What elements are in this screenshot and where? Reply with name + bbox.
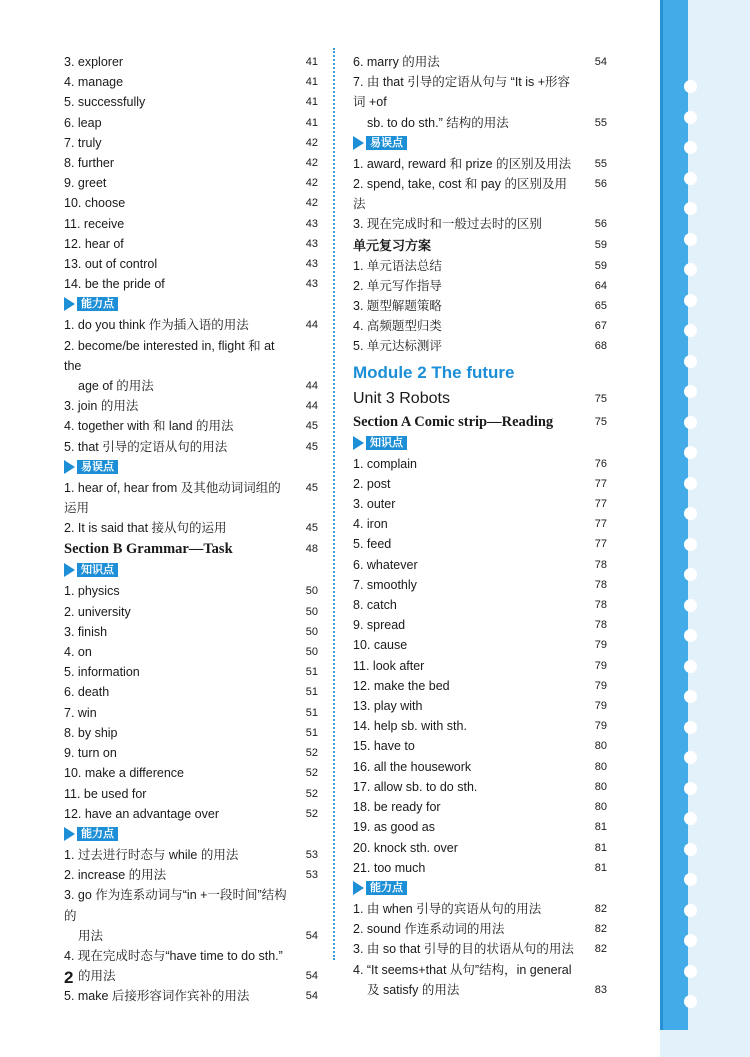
entry-text: 14. be the pride of [64, 277, 165, 292]
binder-hole [684, 80, 697, 93]
toc-entry [64, 966, 318, 986]
section-heading [353, 411, 607, 433]
entry-page: 54 [305, 970, 318, 983]
entry-text: 1. complain [353, 456, 417, 471]
entry-page: 83 [594, 983, 607, 996]
toc-entry [64, 214, 318, 234]
entry-text: 3. go 作为连系动词与“in +一段时间”结构的 [64, 888, 287, 923]
badge-label: 能力点 [77, 827, 118, 841]
entry-text: 2. 单元写作指导 [353, 278, 442, 293]
entry-page: 77 [594, 498, 607, 511]
binder-hole [684, 721, 697, 734]
toc-entry [64, 518, 318, 538]
entry-text: 3. explorer [64, 55, 124, 69]
entry-page: 44 [305, 400, 318, 413]
binder-hole [684, 782, 697, 795]
play-triangle-icon [353, 881, 364, 895]
toc-entry [353, 939, 607, 959]
entry-page: 52 [305, 807, 318, 820]
entry-page: 52 [305, 787, 318, 800]
toc-entry [353, 214, 607, 234]
entry-text: 7. truly [64, 135, 102, 150]
entry-text: 4. iron [353, 517, 388, 532]
entry-text: 14. help sb. with sth. [353, 719, 467, 734]
entry-text: 3. 题型解题策略 [353, 299, 442, 314]
entry-text: 5. successfully [64, 95, 146, 110]
entry-text: 8. by ship [64, 725, 118, 740]
toc-entry [64, 336, 318, 376]
entry-page: 55 [594, 157, 607, 170]
play-triangle-icon [353, 136, 364, 150]
entry-text: 3. outer [353, 497, 396, 512]
entry-page: 77 [594, 518, 607, 531]
toc-entry [64, 193, 318, 213]
entry-text: 6. whatever [353, 557, 418, 572]
entry-text: 13. out of control [64, 257, 158, 272]
entry-page: 43 [305, 258, 318, 271]
toc-entry [353, 316, 607, 336]
toc-entry [353, 534, 607, 554]
entry-text: 2. post [353, 476, 391, 491]
binder-sidebar [660, 0, 750, 1057]
toc-entry [353, 615, 607, 635]
module-heading: Module 2 The future [353, 362, 515, 382]
binder-hole [684, 324, 697, 337]
toc-entry [64, 622, 318, 642]
play-triangle-icon [64, 460, 75, 474]
toc-entry [64, 723, 318, 743]
toc-entry [64, 153, 318, 173]
entry-page: 59 [594, 238, 607, 251]
entry-page: 82 [594, 902, 607, 915]
entry-text: 10. choose [64, 196, 126, 211]
binder-hole [684, 477, 697, 490]
entry-page: 80 [594, 740, 607, 753]
section-badge [64, 459, 318, 475]
binder-hole [684, 629, 697, 642]
entry-page: 43 [305, 278, 318, 291]
binder-hole [684, 995, 697, 1008]
toc-entry [64, 254, 318, 274]
entry-text: 5. feed [353, 537, 392, 552]
toc-entry [64, 682, 318, 702]
entry-page: 53 [305, 869, 318, 882]
toc-entry [353, 174, 607, 214]
entry-text: 单元复习方案 [353, 237, 432, 253]
binder-hole [684, 568, 697, 581]
entry-text: Unit 3 Robots [353, 389, 450, 407]
entry-text: 4. 高频题型归类 [353, 319, 442, 334]
unit-heading [353, 387, 607, 411]
entry-page: 81 [594, 841, 607, 854]
entry-text: 18. be ready for [353, 800, 441, 815]
entry-text: 2. spend, take, cost 和 pay 的区别及用法 [353, 177, 567, 212]
entry-text: 11. receive [64, 216, 125, 231]
toc-entry [64, 602, 318, 622]
binder-hole [684, 385, 697, 398]
section-badge [353, 880, 607, 896]
toc-entry [353, 757, 607, 777]
entry-text: 的用法 [78, 969, 116, 984]
entry-page: 79 [594, 639, 607, 652]
binder-hole [684, 141, 697, 154]
entry-text: 6. death [64, 685, 110, 700]
entry-text: 10. cause [353, 638, 408, 653]
entry-text: 4. on [64, 645, 92, 660]
badge-label: 知识点 [366, 436, 407, 450]
entry-text: 15. have to [353, 739, 415, 754]
entry-text: 11. be used for [64, 786, 147, 801]
toc-entry [64, 703, 318, 723]
page-number: 2 [64, 968, 74, 987]
entry-page: 41 [305, 76, 318, 89]
entry-text: 及 satisfy 的用法 [367, 982, 460, 997]
entry-page: 45 [305, 481, 318, 494]
binder-hole [684, 934, 697, 947]
entry-page: 50 [305, 605, 318, 618]
review-heading [353, 235, 607, 256]
toc-entry [64, 784, 318, 804]
binder-hole [684, 812, 697, 825]
entry-page: 43 [305, 237, 318, 250]
entry-page: 79 [594, 720, 607, 733]
toc-entry [353, 514, 607, 534]
binder-hole [684, 233, 697, 246]
binder-hole [684, 843, 697, 856]
entry-text: 12. make the bed [353, 678, 450, 693]
entry-page: 41 [305, 56, 318, 68]
entry-page: 44 [305, 380, 318, 393]
toc-entry [353, 336, 607, 356]
entry-page: 56 [594, 178, 607, 191]
entry-page: 64 [594, 279, 607, 292]
entry-page: 42 [305, 157, 318, 170]
badge-label: 能力点 [366, 881, 407, 895]
toc-entry [353, 716, 607, 736]
entry-page: 55 [594, 116, 607, 129]
entry-text: 1. physics [64, 584, 120, 599]
entry-text: 10. make a difference [64, 766, 184, 781]
play-triangle-icon [64, 827, 75, 841]
toc-entry [353, 72, 607, 112]
entry-page: 56 [594, 218, 607, 231]
toc-entry [353, 960, 607, 980]
binder-hole [684, 873, 697, 886]
badge-label: 能力点 [77, 297, 118, 311]
entry-page: 80 [594, 760, 607, 773]
toc-entry [64, 376, 318, 396]
entry-text: 3. 现在完成时和一般过去时的区别 [353, 217, 542, 232]
entry-text: 9. turn on [64, 746, 117, 761]
toc-entry [64, 274, 318, 294]
entry-text: 1. hear of, hear from 及其他动词词组的运用 [64, 480, 281, 516]
binder-hole [684, 294, 697, 307]
entry-page: 80 [594, 780, 607, 793]
entry-text: 19. as good as [353, 820, 436, 835]
entry-text: 13. play with [353, 699, 423, 714]
binder-hole [684, 416, 697, 429]
toc-entry [353, 154, 607, 174]
toc-entry [353, 736, 607, 756]
badge-label: 知识点 [77, 563, 118, 577]
entry-text: 12. hear of [64, 236, 124, 251]
toc-entry [353, 454, 607, 474]
entry-text: 7. win [64, 705, 97, 720]
toc-entry [64, 926, 318, 946]
binder-hole [684, 690, 697, 703]
toc-left-column [64, 52, 318, 1007]
entry-text: 16. all the housework [353, 759, 472, 774]
entry-page: 51 [305, 666, 318, 679]
entry-page: 45 [305, 522, 318, 535]
entry-page: 42 [305, 197, 318, 210]
entry-page: 78 [594, 558, 607, 571]
entry-page: 78 [594, 599, 607, 612]
toc-entry [353, 919, 607, 939]
entry-page: 52 [305, 747, 318, 760]
toc-entry [353, 676, 607, 696]
entry-page: 41 [305, 116, 318, 129]
toc-entry [64, 52, 318, 72]
entry-page: 82 [594, 923, 607, 936]
sidebar-edge [660, 0, 663, 1030]
toc-entry [64, 113, 318, 133]
entry-page: 50 [305, 646, 318, 659]
entry-text: Section A Comic strip—Reading [353, 413, 554, 430]
toc-entry [353, 595, 607, 615]
entry-text: 3. join 的用法 [64, 399, 139, 414]
entry-page: 76 [594, 457, 607, 470]
toc-entry [353, 494, 607, 514]
binder-hole [684, 355, 697, 368]
toc-entry [353, 635, 607, 655]
entry-text: 2. increase 的用法 [64, 868, 167, 883]
entry-text: 9. spread [353, 618, 406, 633]
entry-page: 54 [305, 990, 318, 1003]
entry-text: 1. 过去进行时态与 while 的用法 [64, 847, 239, 862]
toc-entry [353, 656, 607, 676]
entry-text: 1. award, reward 和 prize 的区别及用法 [353, 156, 572, 171]
toc-entry [353, 838, 607, 858]
entry-page: 81 [594, 821, 607, 834]
toc-entry [64, 865, 318, 885]
entry-page: 45 [305, 420, 318, 433]
toc-entry [64, 946, 318, 966]
entry-page: 67 [594, 320, 607, 333]
section-badge [64, 562, 318, 578]
entry-text: 2. sound 作连系动词的用法 [353, 922, 505, 937]
toc-entry [64, 845, 318, 865]
play-triangle-icon [64, 297, 75, 311]
entry-text: 1. do you think 作为插入语的用法 [64, 318, 249, 333]
entry-page: 82 [594, 943, 607, 956]
toc-entry [353, 858, 607, 878]
entry-page: 52 [305, 767, 318, 780]
entry-text: 20. knock sth. over [353, 840, 458, 855]
entry-page: 79 [594, 659, 607, 672]
entry-text: 9. greet [64, 176, 107, 191]
section-badge [353, 135, 607, 151]
toc-entry [64, 234, 318, 254]
entry-text: Section B Grammar—Task [64, 541, 233, 558]
toc-entry [353, 817, 607, 837]
toc-entry [64, 315, 318, 335]
column-divider [333, 48, 335, 960]
toc-entry [64, 885, 318, 925]
entry-page: 51 [305, 686, 318, 699]
entry-text: 3. 由 so that 引导的目的状语从句的用法 [353, 942, 574, 957]
entry-page: 43 [305, 217, 318, 230]
toc-entry [64, 92, 318, 112]
entry-page: 65 [594, 300, 607, 313]
toc-entry [64, 72, 318, 92]
entry-text: 6. marry 的用法 [353, 55, 440, 69]
entry-page: 78 [594, 619, 607, 632]
entry-page: 81 [594, 861, 607, 874]
entry-page: 77 [594, 538, 607, 551]
entry-page: 77 [594, 477, 607, 490]
entry-text: 3. finish [64, 624, 108, 639]
badge-label: 易误点 [77, 460, 118, 474]
entry-page: 54 [594, 56, 607, 68]
toc-entry [353, 52, 607, 72]
entry-page: 53 [305, 848, 318, 861]
entry-page: 54 [305, 929, 318, 942]
entry-page: 75 [594, 415, 607, 428]
toc-entry [64, 986, 318, 1006]
entry-page: 41 [305, 96, 318, 109]
toc-entry [353, 555, 607, 575]
entry-text: sb. to do sth.” 结构的用法 [367, 115, 509, 130]
toc-entry [64, 173, 318, 193]
toc-entry [353, 777, 607, 797]
entry-text: 4. together with 和 land 的用法 [64, 419, 234, 434]
entry-text: 12. have an advantage over [64, 806, 219, 821]
entry-text: 5. that 引导的定语从句的用法 [64, 439, 228, 454]
entry-text: 2. become/be interested in, flight 和 at the [64, 338, 275, 373]
entry-page: 51 [305, 706, 318, 719]
toc-entry [353, 113, 607, 133]
toc-entry [353, 980, 607, 1000]
section-badge [64, 296, 318, 312]
toc-entry [64, 133, 318, 153]
entry-text: 4. manage [64, 75, 124, 90]
toc-entry [64, 804, 318, 824]
entry-page: 75 [594, 392, 607, 405]
entry-page: 42 [305, 177, 318, 190]
entry-text: 4. “It seems+that 从句”结构，in general [353, 962, 572, 977]
toc-entry [353, 899, 607, 919]
entry-page: 45 [305, 440, 318, 453]
entry-page: 78 [594, 578, 607, 591]
entry-text: age of 的用法 [78, 379, 154, 394]
binder-hole [684, 202, 697, 215]
toc-entry [64, 662, 318, 682]
binder-hole [684, 172, 697, 185]
toc-entry [64, 743, 318, 763]
entry-text: 17. allow sb. to do sth. [353, 779, 478, 794]
entry-text: 8. catch [353, 598, 397, 613]
play-triangle-icon [353, 436, 364, 450]
entry-text: 11. look after [353, 658, 425, 673]
toc-entry [353, 696, 607, 716]
binder-hole [684, 538, 697, 551]
toc-entry [353, 256, 607, 276]
entry-text: 2. university [64, 604, 131, 619]
badge-label: 易误点 [366, 136, 407, 150]
section-badge [353, 435, 607, 451]
entry-page: 50 [305, 585, 318, 598]
entry-page: 50 [305, 625, 318, 638]
entry-text: 6. leap [64, 115, 102, 130]
toc-entry [64, 437, 318, 457]
entry-text: 5. make 后接形容词作宾补的用法 [64, 989, 250, 1004]
entry-page: 68 [594, 340, 607, 353]
entry-page: 48 [305, 543, 318, 556]
toc-entry [353, 276, 607, 296]
binder-hole [684, 965, 697, 978]
binder-hole [684, 446, 697, 459]
entry-text: 5. information [64, 665, 140, 680]
toc-entry [353, 797, 607, 817]
toc-entry [64, 763, 318, 783]
entry-text: 5. 单元达标测评 [353, 339, 442, 354]
entry-page: 44 [305, 319, 318, 332]
binder-hole [684, 660, 697, 673]
toc-entry [64, 396, 318, 416]
section-heading [64, 538, 318, 560]
entry-text: 用法 [78, 928, 104, 943]
play-triangle-icon [64, 563, 75, 577]
binder-hole [684, 904, 697, 917]
binder-hole [684, 507, 697, 520]
toc-entry [64, 416, 318, 436]
binder-hole [684, 263, 697, 276]
entry-text: 1. 由 when 引导的宾语从句的用法 [353, 901, 542, 916]
binder-hole [684, 751, 697, 764]
entry-text: 7. 由 that 引导的定语从句与 “It is +形容词 +of [353, 75, 571, 110]
toc-entry [353, 575, 607, 595]
entry-page: 79 [594, 679, 607, 692]
entry-text: 1. 单元语法总结 [353, 258, 442, 273]
entry-page: 51 [305, 726, 318, 739]
binder-hole [684, 111, 697, 124]
binder-hole [684, 599, 697, 612]
entry-page: 42 [305, 136, 318, 149]
entry-page: 79 [594, 700, 607, 713]
toc-entry [64, 642, 318, 662]
toc-entry [353, 474, 607, 494]
toc-right-column [353, 52, 607, 1000]
entry-page: 59 [594, 259, 607, 272]
toc-entry [64, 581, 318, 601]
toc-entry [64, 478, 318, 518]
entry-text: 8. further [64, 156, 115, 171]
toc-entry [353, 296, 607, 316]
entry-text: 2. It is said that 接从句的运用 [64, 521, 227, 536]
entry-page: 80 [594, 801, 607, 814]
entry-text: 4. 现在完成时态与“have time to do sth.” [64, 948, 283, 963]
entry-text: 7. smoothly [353, 577, 417, 592]
section-badge [64, 826, 318, 842]
entry-text: 21. too much [353, 860, 426, 875]
